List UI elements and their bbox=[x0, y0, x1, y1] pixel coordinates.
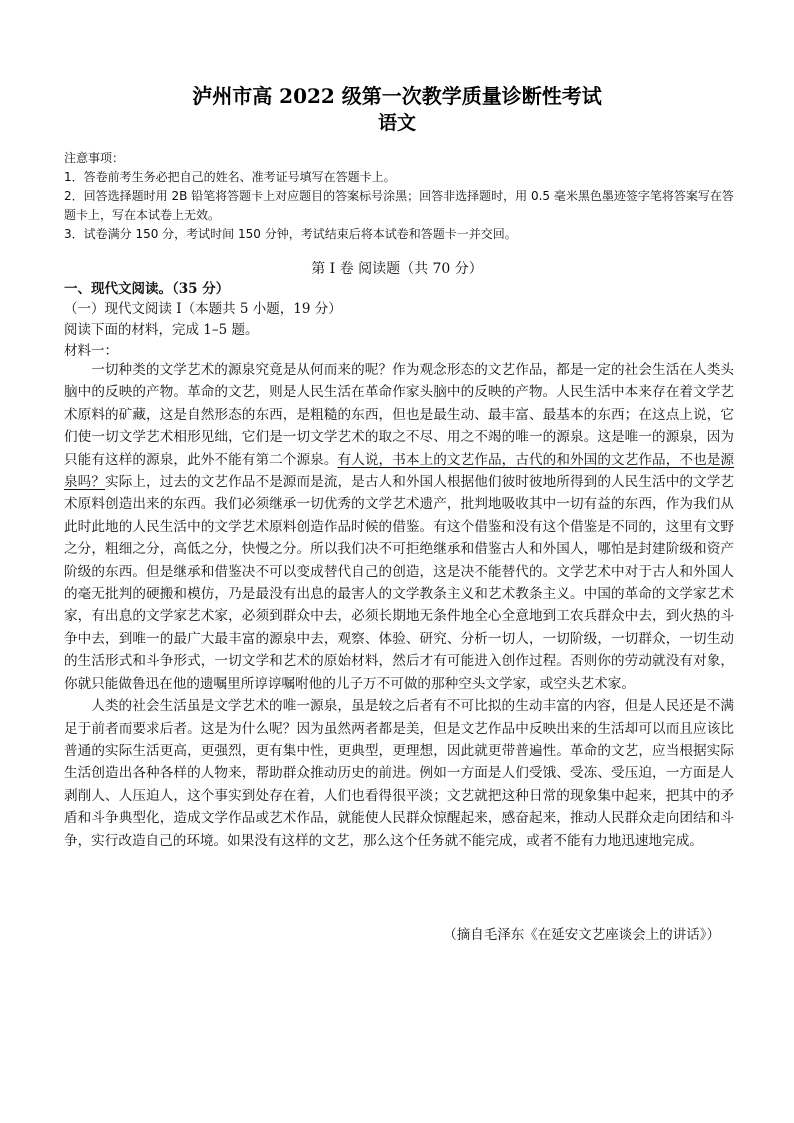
exam-notes bbox=[64, 149, 736, 244]
notes-heading: 注意事项： bbox=[64, 151, 125, 165]
passage-body bbox=[64, 359, 734, 852]
exam-title: 泸州市高 2022 级第一次教学质量诊断性考试 bbox=[192, 84, 602, 108]
subject-title: 语文 bbox=[377, 112, 416, 134]
material-label: 材料一： bbox=[64, 343, 118, 359]
note-item: 2．回答选择题时用 2B 铅笔将答题卡上对应题目的答案标号涂黑；回答非选择题时，用 0.5 毫米黑色墨迹签字笔将答案写在答题卡上，写在本试卷上无效。 bbox=[64, 189, 734, 222]
note-item: 3．试卷满分 150 分，考试时间 150 分钟，考试结束后将本试卷和答题卡一并交回。 bbox=[64, 227, 517, 241]
passage-paragraph-1 bbox=[64, 359, 734, 695]
passage-source: （摘自毛泽东《在延安文艺座谈会上的讲话》） bbox=[443, 927, 720, 943]
sub-section-title: （一）现代文阅读 I（本题共 5 小题，19 分） bbox=[64, 301, 342, 317]
passage-text: 一切种类的文学艺术的源泉究竟是从何而来的呢？作为观念形态的文艺作品，都是一定的社会生活在人类头脑中的反映的产物。革命的文艺，则是人民生活在革命作家头脑中的反映的产物。人民生活中本来存在着文学艺术原料的矿藏，这是自然形态的东西，是粗糙的东西，但也是最生动、最丰富、最基本的东西；在这点上说，它们使一切文学艺术相形见绌，它们是一切文学艺术的取之不尽、用之不竭的唯一的源泉。这是唯一的源泉，因为只能有这样的源泉，此外不能有第二个源泉。 bbox=[64, 362, 734, 468]
instruction-text: 阅读下面的材料，完成 1–5 题。 bbox=[64, 322, 259, 338]
underlined-sentence: 有人说，书本上的文艺作品，古代的和外国的文艺作品，不也是源泉吗？ bbox=[64, 451, 735, 491]
question-title: 一、现代文阅读。（35 分） bbox=[64, 281, 230, 297]
passage-text: 实际上，过去的文艺作品不是源而是流，是古人和外国人根据他们彼时彼地所得到的人民生活中的文学艺术原料创造出来的东西。我们必须继承一切优秀的文学艺术遗产，批判地吸收其中一切有益的东西，作为我们从此时此地的人民生活中的文学艺术原料创造作品时候的借鉴。有这个借鉴和没有这个借鉴是不同的，这里有文野之分，粗细之分，高低之分，快慢之分。所以我们决不可拒绝继承和借鉴古人和外国人，哪怕是封建阶级和资产阶级的东西。但是继承和借鉴决不可以变成替代自己的创造，这是决不能替代的。文学艺术中对于古人和外国人的毫无批判的硬搬和模仿，乃是最没有出息的最害人的文学教条主义和艺术教条主义。中国的革命的文学家艺术家，有出息的文学家艺术家，必须到群众中去，必须长期地无条件地全心全意地到工农兵群众中去，到火热的斗争中去，到唯一的最广大最丰富的源泉中去，观察、体验、研究、分析一切人，一切阶级，一切群众，一切生动的生活形式和斗争形式，一切文学和艺术的原始材料，然后才有可能进入创作过程。否则你的劳动就没有对象，你就只能做鲁迅在他的遗嘱里所谆谆嘱咐他的儿子万不可做的那种空头文学家，或空头艺术家。 bbox=[64, 474, 735, 692]
note-item: 1．答卷前考生务必把自己的姓名、准考证号填写在答题卡上。 bbox=[64, 170, 396, 184]
part-title: 第 I 卷 阅读题（共 70 分） bbox=[311, 261, 483, 277]
passage-paragraph-2: 人类的社会生活虽是文学艺术的唯一源泉，虽是较之后者有不可比拟的生动丰富的内容，但是人民还是不满足于前者而要求后者。这是为什么呢？因为虽然两者都是美，但是文艺作品中反映出来的生活却可以而且应该比普通的实际生活更高，更强烈，更有集中性，更典型，更理想，因此就更带普遍性。革命的文艺，应当根据实际生活创造出各种各样的人物来，帮助群众推动历史的前进。例如一方面是人们受饿、受冻、受压迫，一方面是人剥削人、人压迫人，这个事实到处存在着，人们也看得很平淡；文艺就把这种日常的现象集中起来，把其中的矛盾和斗争典型化，造成文学作品或艺术作品，就能使人民群众惊醒起来，感奋起来，推动人民群众走向团结和斗争，实行改造自己的环境。如果没有这样的文艺，那么这个任务就不能完成，或者不能有力地迅速地完成。 bbox=[64, 698, 734, 849]
